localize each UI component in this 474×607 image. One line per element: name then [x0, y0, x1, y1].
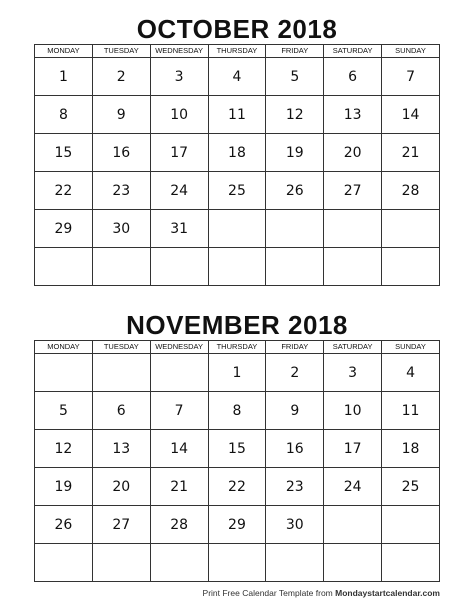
- day-cell: 30: [266, 506, 324, 544]
- day-cell: 31: [150, 210, 208, 248]
- october-title: OCTOBER 2018: [136, 14, 338, 44]
- weekday-tuesday: TUESDAY: [92, 341, 150, 354]
- october-weeks: [35, 58, 440, 286]
- empty-day-cell: [150, 354, 208, 392]
- day-cell: 28: [382, 172, 440, 210]
- day-cell: 20: [92, 468, 150, 506]
- weekday-friday: FRIDAY: [266, 45, 324, 58]
- day-cell: 30: [92, 210, 150, 248]
- day-cell: 27: [92, 506, 150, 544]
- day-cell: 6: [324, 58, 382, 96]
- day-cell: 29: [208, 506, 266, 544]
- day-cell: 2: [92, 58, 150, 96]
- november-title: NOVEMBER 2018: [126, 310, 348, 340]
- empty-day-cell: [266, 544, 324, 582]
- empty-day-cell: [150, 248, 208, 286]
- empty-day-cell: [382, 506, 440, 544]
- day-cell: 19: [266, 134, 324, 172]
- day-cell: 18: [382, 430, 440, 468]
- november-calendar-grid: [34, 340, 440, 582]
- empty-day-cell: [150, 544, 208, 582]
- week-row: [35, 210, 440, 248]
- empty-day-cell: [92, 248, 150, 286]
- day-cell: 8: [208, 392, 266, 430]
- empty-day-cell: [324, 210, 382, 248]
- day-cell: 13: [92, 430, 150, 468]
- day-cell: 5: [266, 58, 324, 96]
- day-cell: 23: [266, 468, 324, 506]
- day-cell: 13: [324, 96, 382, 134]
- day-cell: 16: [266, 430, 324, 468]
- weekday-thursday: THURSDAY: [208, 341, 266, 354]
- footer-credit: [203, 588, 440, 598]
- empty-day-cell: [208, 544, 266, 582]
- day-cell: 11: [382, 392, 440, 430]
- day-cell: 9: [92, 96, 150, 134]
- day-cell: 1: [35, 58, 93, 96]
- weekday-thursday: THURSDAY: [208, 45, 266, 58]
- empty-day-cell: [35, 354, 93, 392]
- day-cell: 10: [150, 96, 208, 134]
- day-cell: 3: [324, 354, 382, 392]
- empty-day-cell: [92, 544, 150, 582]
- week-row: [35, 58, 440, 96]
- weekday-header-row: [35, 45, 440, 58]
- week-row: [35, 134, 440, 172]
- day-cell: 5: [35, 392, 93, 430]
- week-row: [35, 172, 440, 210]
- week-row: [35, 392, 440, 430]
- week-row: [35, 430, 440, 468]
- empty-day-cell: [35, 248, 93, 286]
- weekday-saturday: SATURDAY: [324, 341, 382, 354]
- weekday-saturday: SATURDAY: [324, 45, 382, 58]
- empty-day-cell: [35, 544, 93, 582]
- weekday-monday: MONDAY: [35, 45, 93, 58]
- footer-site: Mondaystartcalendar.com: [335, 588, 440, 598]
- day-cell: 29: [35, 210, 93, 248]
- day-cell: 17: [324, 430, 382, 468]
- day-cell: 4: [208, 58, 266, 96]
- empty-day-cell: [382, 544, 440, 582]
- day-cell: 14: [150, 430, 208, 468]
- day-cell: 12: [35, 430, 93, 468]
- empty-day-cell: [382, 248, 440, 286]
- weekday-header-row: [35, 341, 440, 354]
- day-cell: 1: [208, 354, 266, 392]
- day-cell: 11: [208, 96, 266, 134]
- weekday-wednesday: WEDNESDAY: [150, 341, 208, 354]
- november-weeks: [35, 354, 440, 582]
- empty-day-cell: [266, 210, 324, 248]
- day-cell: 6: [92, 392, 150, 430]
- day-cell: 18: [208, 134, 266, 172]
- day-cell: 14: [382, 96, 440, 134]
- day-cell: 7: [382, 58, 440, 96]
- day-cell: 12: [266, 96, 324, 134]
- empty-day-cell: [266, 248, 324, 286]
- day-cell: 2: [266, 354, 324, 392]
- footer-text: Print Free Calendar Template from: [202, 588, 336, 598]
- day-cell: 22: [208, 468, 266, 506]
- weekday-sunday: SUNDAY: [382, 45, 440, 58]
- week-row: [35, 468, 440, 506]
- empty-day-cell: [324, 248, 382, 286]
- day-cell: 28: [150, 506, 208, 544]
- october-calendar-grid: [34, 44, 440, 286]
- day-cell: 19: [35, 468, 93, 506]
- day-cell: 8: [35, 96, 93, 134]
- day-cell: 9: [266, 392, 324, 430]
- day-cell: 10: [324, 392, 382, 430]
- day-cell: 15: [35, 134, 93, 172]
- day-cell: 25: [208, 172, 266, 210]
- empty-day-cell: [324, 544, 382, 582]
- week-row: [35, 248, 440, 286]
- week-row: [35, 544, 440, 582]
- week-row: [35, 96, 440, 134]
- day-cell: 17: [150, 134, 208, 172]
- day-cell: 26: [35, 506, 93, 544]
- day-cell: 25: [382, 468, 440, 506]
- day-cell: 26: [266, 172, 324, 210]
- week-row: [35, 354, 440, 392]
- day-cell: 16: [92, 134, 150, 172]
- weekday-sunday: SUNDAY: [382, 341, 440, 354]
- day-cell: 21: [150, 468, 208, 506]
- day-cell: 3: [150, 58, 208, 96]
- empty-day-cell: [382, 210, 440, 248]
- day-cell: 24: [324, 468, 382, 506]
- day-cell: 7: [150, 392, 208, 430]
- weekday-tuesday: TUESDAY: [92, 45, 150, 58]
- day-cell: 4: [382, 354, 440, 392]
- empty-day-cell: [92, 354, 150, 392]
- week-row: [35, 506, 440, 544]
- day-cell: 23: [92, 172, 150, 210]
- day-cell: 15: [208, 430, 266, 468]
- day-cell: 24: [150, 172, 208, 210]
- weekday-friday: FRIDAY: [266, 341, 324, 354]
- day-cell: 27: [324, 172, 382, 210]
- day-cell: 22: [35, 172, 93, 210]
- empty-day-cell: [324, 506, 382, 544]
- weekday-wednesday: WEDNESDAY: [150, 45, 208, 58]
- weekday-monday: MONDAY: [35, 341, 93, 354]
- empty-day-cell: [208, 248, 266, 286]
- day-cell: 20: [324, 134, 382, 172]
- day-cell: 21: [382, 134, 440, 172]
- empty-day-cell: [208, 210, 266, 248]
